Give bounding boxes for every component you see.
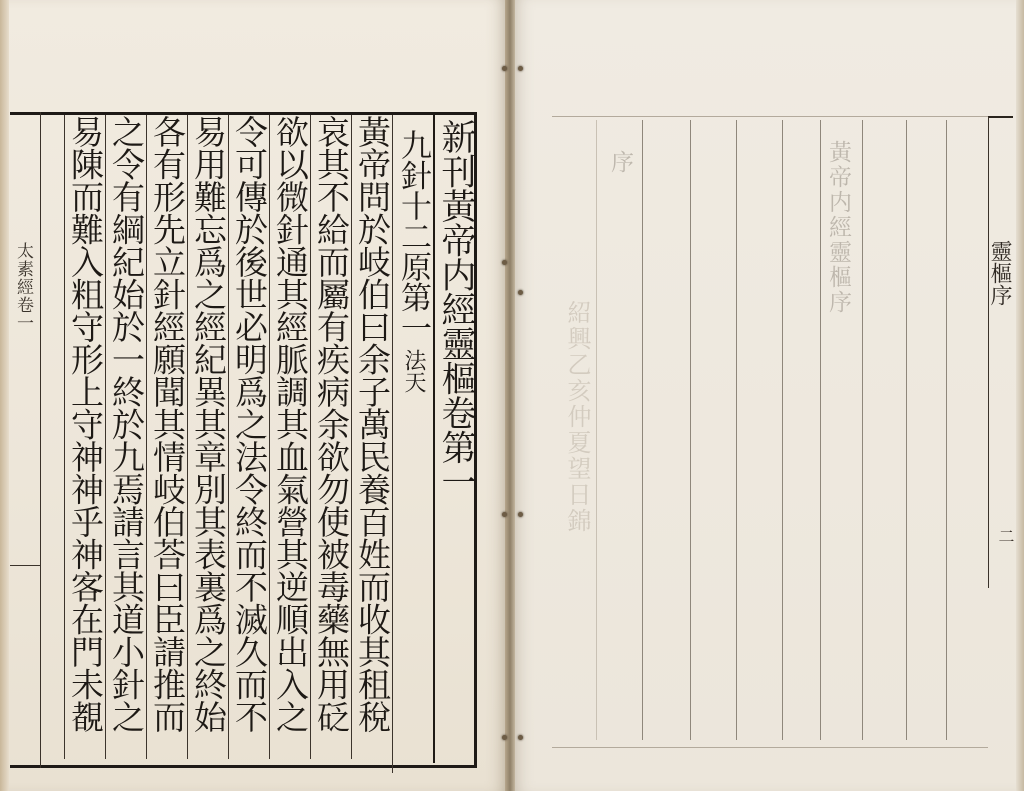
bleed-through-text: 紹興乙亥仲夏望日錦 <box>563 300 591 534</box>
column-rule <box>736 120 737 740</box>
chapter-heading <box>392 115 434 773</box>
column-rule <box>906 120 907 740</box>
text-column: 易用難忘爲之經紀異其章別其表裏爲之終始 <box>187 115 229 759</box>
chapter-title: 九針十二原第一 <box>395 129 431 343</box>
column-rule <box>820 120 821 740</box>
text-columns <box>40 115 474 759</box>
column-rule <box>782 120 783 740</box>
bleed-through-text: 黃帝内經靈樞序 <box>825 140 851 315</box>
text-column: 之令有綱紀始於一終於九焉請言其道小針之 <box>105 115 147 759</box>
binding-hole <box>502 735 507 740</box>
bleed-through-text: 序 <box>607 150 633 175</box>
text-column: 令可傳於後世必明爲之法令終而不滅久而不 <box>228 115 270 759</box>
book-right-edge <box>1016 0 1024 791</box>
column-rule <box>946 120 947 740</box>
right-page-edge-strip <box>988 116 1013 588</box>
column-rule <box>596 120 597 740</box>
volume-title: 新刊黃帝内經靈樞卷第一 <box>433 115 476 763</box>
binding-hole <box>518 512 523 517</box>
right-edge-page-number: 二 <box>996 528 1015 544</box>
text-column: 哀其不給而屬有疾病余欲勿使被毒藥無用砭 <box>310 115 352 759</box>
column-rule <box>642 120 643 740</box>
column-rule <box>862 120 863 740</box>
binding-hole <box>518 290 523 295</box>
column-rule <box>690 120 691 740</box>
text-column: 黃帝問於岐伯曰余子萬民養百姓而收其租稅 <box>351 115 393 759</box>
binding-hole <box>502 260 507 265</box>
right-page-frame <box>552 116 988 748</box>
binding-hole <box>518 66 523 71</box>
book-gutter <box>505 0 515 791</box>
book-left-edge <box>0 0 9 791</box>
right-edge-label: 靈樞序 <box>987 240 1012 306</box>
left-edge-label: 太素經卷一 <box>13 242 33 332</box>
text-column: 各有形先立針經願聞其情岐伯荅曰臣請推而 <box>146 115 188 759</box>
chapter-tag: 法天 <box>401 348 426 393</box>
binding-hole <box>502 512 507 517</box>
text-column: 欲以微針通其經脈調其血氣營其逆順出入之 <box>269 115 311 759</box>
binding-hole <box>502 66 507 71</box>
binding-hole <box>518 735 523 740</box>
edge-divider <box>10 565 40 566</box>
left-page-edge-strip <box>10 112 41 768</box>
text-column: 易陳而難入粗守形上守神神乎神客在門未覩 <box>64 115 106 759</box>
